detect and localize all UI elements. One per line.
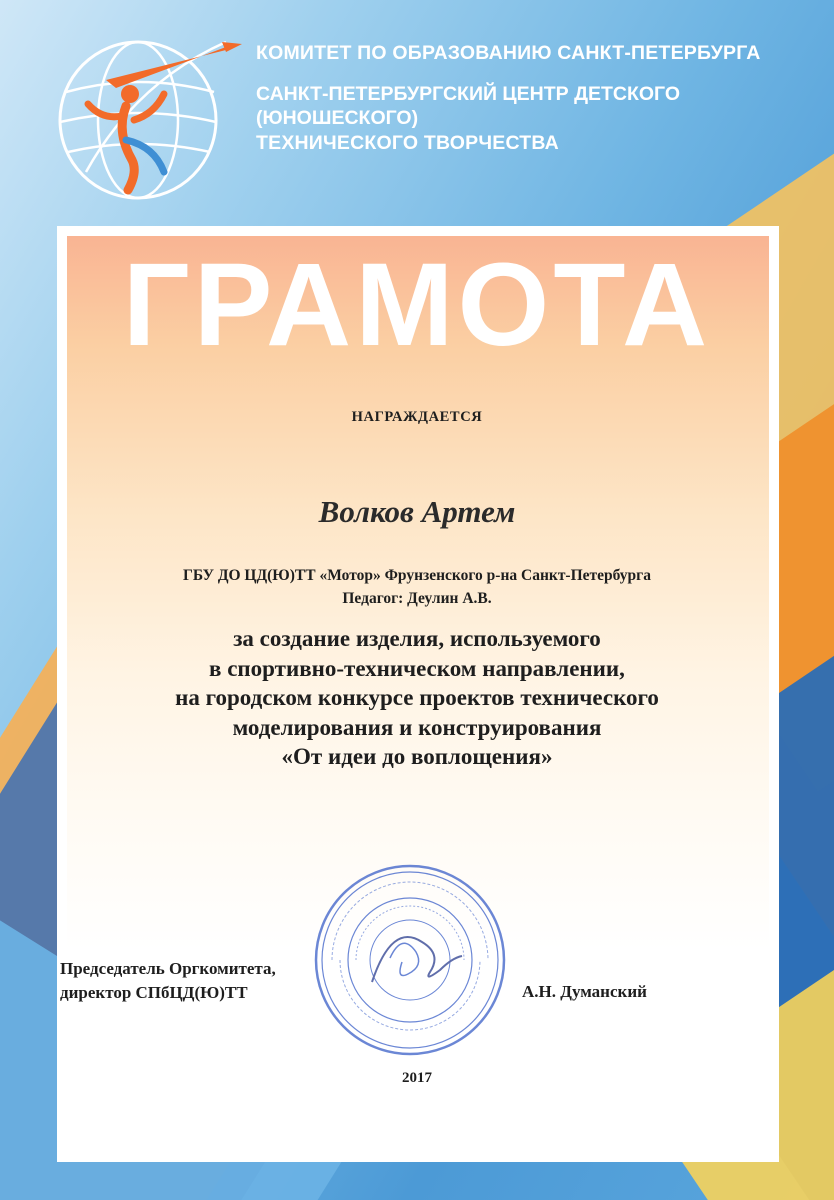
award-reason [0, 624, 834, 772]
committee-name: КОМИТЕТ ПО ОБРАЗОВАНИЮ САНКТ-ПЕТЕРБУРГА [256, 42, 761, 64]
issue-year: 2017 [402, 1070, 432, 1086]
official-stamp-icon [312, 862, 508, 1058]
center-name-line2: ТЕХНИЧЕСКОГО ТВОРЧЕСТВА [256, 132, 559, 154]
award-reason-line: на городском конкурсе проектов технического [175, 685, 659, 710]
center-name-line1: САНКТ-ПЕТЕРБУРГСКИЙ ЦЕНТР ДЕТСКОГО (ЮНОШЕСКОГО) [256, 83, 680, 129]
globe-logo-icon [46, 22, 246, 202]
award-reason-line: в спортивно-техническом направлении, [209, 655, 625, 681]
award-reason-line: за создание изделия, используемого [233, 626, 601, 651]
recipient-organization: ГБУ ДО ЦД(Ю)ТТ «Мотор» Фрунзенского р-на Санкт-Петербурга [183, 567, 651, 584]
award-reason-line: «От идеи до воплощения» [281, 744, 553, 769]
signer-name: А.Н. Думанский [522, 982, 647, 1001]
signer-position-line: Председатель Оргкомитета, [60, 959, 276, 978]
teacher-name: Педагог: Деулин А.В. [342, 590, 492, 607]
issuer-header [256, 40, 816, 156]
award-reason-line: моделирования и конструирования [232, 714, 602, 740]
certificate-title: ГРАМОТА [122, 239, 712, 371]
signer-position [60, 957, 276, 1005]
signer-position-line: директор СПбЦД(Ю)ТТ [60, 983, 248, 1002]
awarded-label: НАГРАЖДАЕТСЯ [351, 409, 483, 425]
recipient-name: Волков Артем [318, 494, 516, 529]
